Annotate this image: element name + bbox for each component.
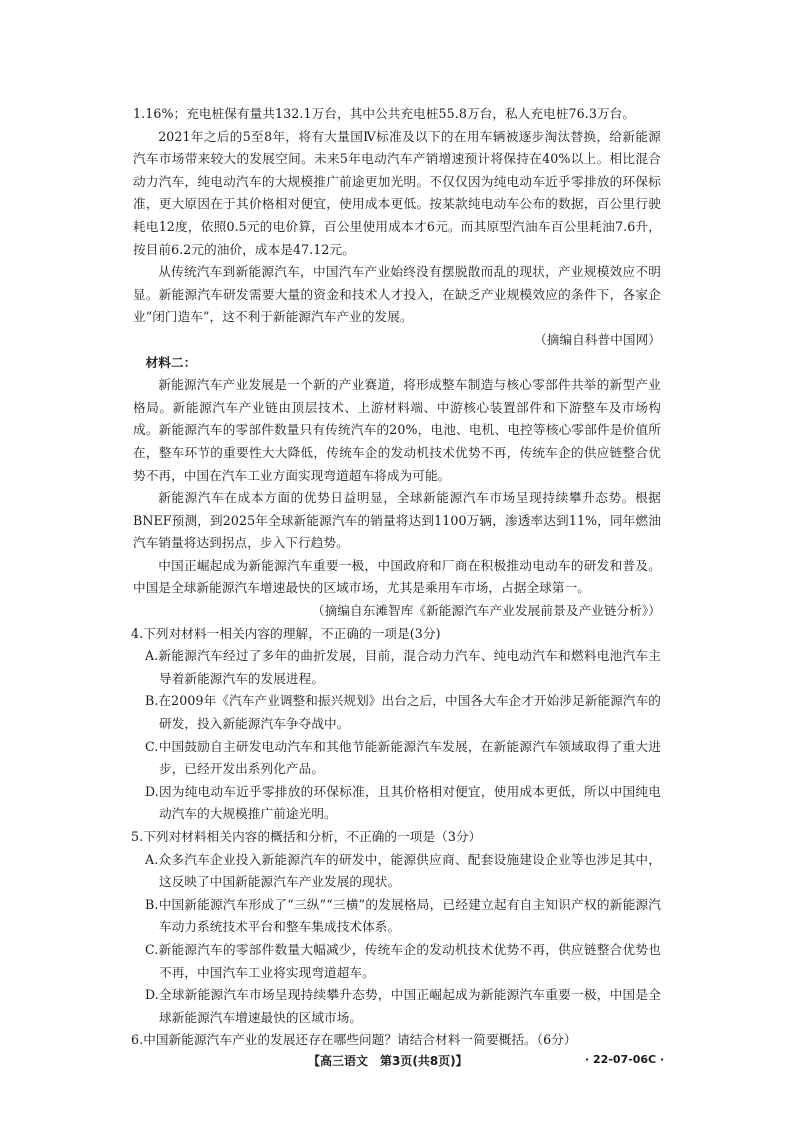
footer-page-info: 【高三语文 第3页(共8页)】 (308, 1054, 468, 1068)
question-5-option-b: B.中国新能源汽车形成了“三纵”“三横”的发展格局，已经建立起有自主知识产权的新能源汽车动力系统技术平台和整车集成技术体系。 (145, 896, 661, 935)
material1-paragraph-1: 1.16%；充电桩保有量共132.1万台，其中公共充电桩55.8万台，私人充电桩76.3万台。 (133, 106, 636, 121)
question-5-option-d: D.全球新能源汽车市场呈现持续攀升态势，中国正崛起成为新能源汽车重要一极，中国是全球新能源汽车增速最快的区域市场。 (145, 987, 661, 1025)
question-4-option-b: B.在2009年《汽车产业调整和振兴规划》出台之后，中国各大车企才开始涉足新能源汽车的研发，投入新能源汽车争夺战中。 (145, 693, 661, 732)
material1-source: （摘编自科普中国网） (534, 331, 661, 347)
question-6-stem: 6.中国新能源汽车产业的发展还存在哪些问题？请结合材料一简要概括。（6分） (131, 1032, 577, 1048)
material1-paragraph-2: 2021年之后的5至8年，将有大量国Ⅳ标准及以下的在用车辆被逐步淘汰替换，给新能源汽车市场带来较大的发展空间。未来5年电动汽车产销增速预计将保持在40%以上。相比混合动力汽车，纯电动汽车的大规模推广前途更加光明。不仅仅因为纯电动车近乎零排放的环保标准，更大原因在于其价格相对便宜，使用成本更低。按某款纯电动车公布的数据，百公里行驶耗电12度，依照0.5元的电价算，百公里使用成本才6元。而其原型汽油车百公里耗油7.6升，按目前6.2元的油价，成本是47.12元。 (133, 128, 661, 257)
question-5-option-a: A.众多汽车企业投入新能源汽车的研发中，能源供应商、配套设施建设企业等也涉足其中，这反映了中国新能源汽车产业发展的现状。 (145, 851, 661, 890)
footer-exam-code: · 22-07-06C · (585, 1053, 665, 1066)
question-4-stem: 4.下列对材料一相关内容的理解，不正确的一项是(3分) (131, 625, 441, 641)
question-4-option-a: A.新能源汽车经过了多年的曲折发展，目前，混合动力汽车、纯电动汽车和燃料电池汽车主导着新能源汽车的发展进程。 (145, 648, 661, 686)
question-5-stem: 5.下列对材料相关内容的概括和分析，不正确的一项是（3分） (131, 829, 482, 844)
material2-paragraph-2: 新能源汽车在成本方面的优势日益明显，全球新能源汽车市场呈现持续攀升态势。根据BNEF预测，到2025年全球新能源汽车的销量将达到1100万辆，渗透率达到11%，同年燃油汽车销量将达到拐点，步入下行趋势。 (133, 490, 661, 551)
question-5-option-c: C.新能源汽车的零部件数量大幅减少，传统车企的发动机技术优势不再，供应链整合优势也不再，中国汽车工业将实现弯道超车。 (145, 941, 661, 980)
question-4-option-d: D.因为纯电动车近乎零排放的环保标准，且其价格相对便宜，使用成本更低，所以中国纯电动汽车的大规模推广前途光明。 (145, 783, 661, 822)
material2-paragraph-1: 新能源汽车产业发展是一个新的产业赛道，将形成整车制造与核心零部件共举的新型产业格局。新能源汽车产业链由顶层技术、上游材料端、中游核心装置部件和下游整车及市场构成。新能源汽车的零部件数量只有传统汽车的20%，电池、电机、电控等核心零部件是价值所在，整车环节的重要性大大降低，传统车企的发动机技术优势不再，传统车企的供应链整合优势不再，中国在汽车工业方面实现弯道超车将成为可能。 (133, 377, 661, 483)
page-content (133, 103, 661, 1052)
material1-paragraph-3: 从传统汽车到新能源汽车，中国汽车产业始终没有摆脱散而乱的现状，产业规模效应不明显。新能源汽车研发需要大量的资金和技术人才投入，在缺乏产业规模效应的条件下，各家企业“闭门造车”，这不利于新能源汽车产业的发展。 (133, 264, 661, 325)
material2-source: （摘编自东滩智库《新能源汽车产业发展前景及产业链分析》） (311, 603, 661, 619)
material2-paragraph-3: 中国正崛起成为新能源汽车重要一极，中国政府和厂商在积极推动电动车的研发和普及。中国是全球新能源汽车增速最快的区域市场，尤其是乘用车市场，占据全球第一。 (133, 557, 661, 596)
question-4-option-c: C.中国鼓励自主研发电动汽车和其他节能新能源汽车发展，在新能源汽车领域取得了重大进步，已经开发出系列化产品。 (145, 738, 661, 777)
material2-title: 材料二： (145, 354, 197, 370)
page-footer (0, 1052, 794, 1074)
